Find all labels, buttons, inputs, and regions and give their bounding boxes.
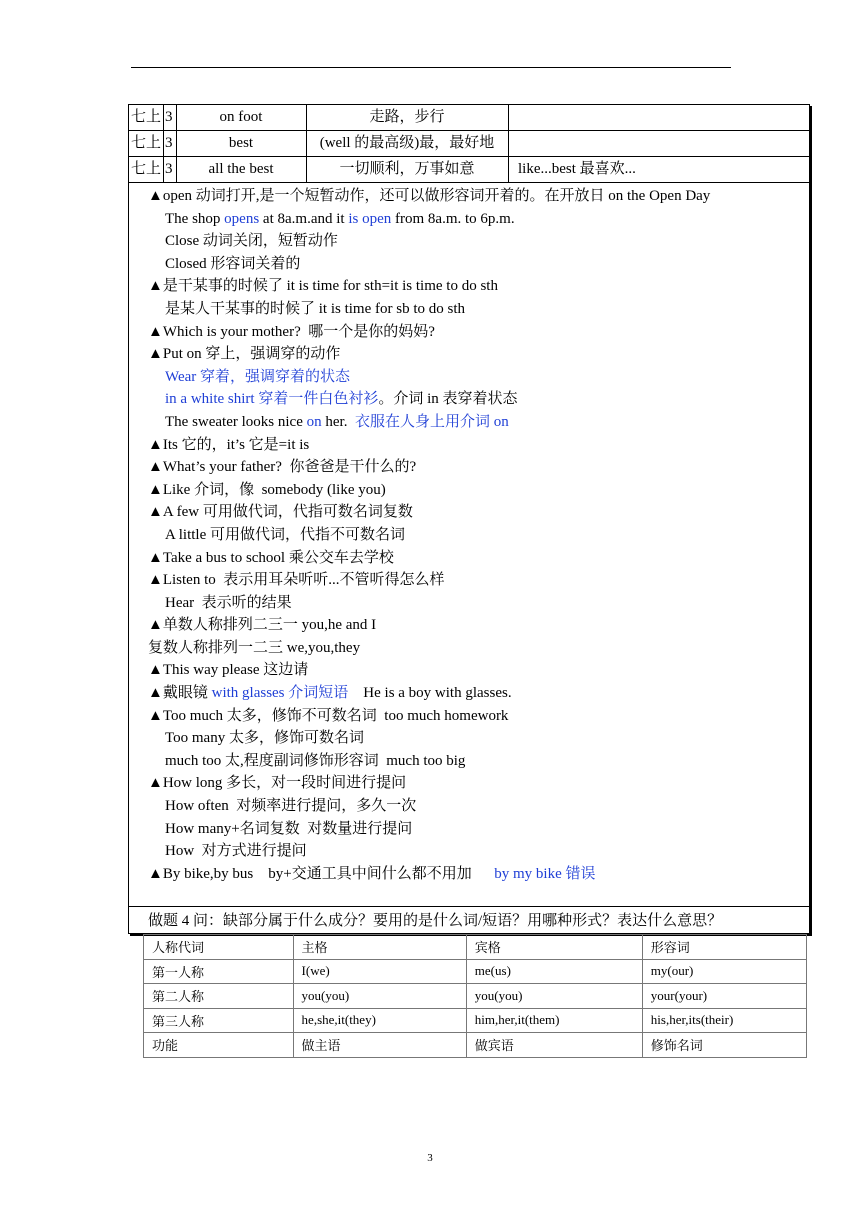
note-line: [148, 659, 808, 682]
note-text: 是某人干某事的时候了 it is time for sb to do sth: [165, 300, 466, 317]
column-divider: [163, 104, 164, 130]
header-rule: [131, 67, 731, 68]
column-divider: [508, 130, 509, 156]
pronoun-cell: 第三人称: [144, 1008, 294, 1033]
note-text: at 8a.m.and it: [259, 210, 349, 227]
pronoun-cell: 修饰名词: [642, 1033, 806, 1058]
vocab-note: like...best 最喜欢...: [518, 161, 636, 177]
note-text: The shop: [165, 210, 225, 227]
vocab-row: [128, 156, 810, 183]
note-highlight: in a white shirt 穿着一件白色衬衫: [165, 391, 379, 408]
pronoun-cell: I(we): [293, 959, 466, 984]
note-highlight: opens: [224, 210, 260, 227]
note-line: [148, 772, 808, 795]
vocab-word: on foot: [219, 109, 263, 125]
note-line: [148, 547, 808, 570]
note-text: ▲Put on 穿上，强调穿的动作: [148, 346, 341, 363]
note-line: [148, 366, 808, 389]
vocab-unit-label: 七上: [131, 161, 162, 177]
note-highlight: with glasses 介词短语: [211, 685, 349, 702]
note-highlight: is open: [348, 210, 392, 227]
note-line: [148, 569, 808, 592]
note-line: [148, 388, 808, 411]
note-text: ▲Like 介词，像 somebody (like you): [148, 481, 386, 498]
pronoun-cell: you(you): [293, 984, 466, 1009]
pronoun-cell: 形容词: [642, 935, 806, 960]
note-text: A little 可用做代词，代指不可数名词: [165, 526, 406, 543]
notes-section: [148, 185, 808, 885]
note-text: ▲This way please 这边请: [148, 662, 309, 679]
note-text: from 8a.m. to 6p.m.: [391, 210, 515, 227]
column-divider: [176, 130, 177, 156]
note-line: [148, 795, 808, 818]
pronoun-row: [144, 984, 807, 1009]
vocab-meaning: 一切顺利，万事如意: [339, 161, 475, 177]
pronoun-cell: 做主语: [293, 1033, 466, 1058]
pronoun-table: [143, 934, 807, 1058]
note-text: ▲Its 它的，it’s 它是=it is: [148, 436, 310, 453]
note-text: ▲By bike,by bus by+交通工具中间什么都不用加: [148, 865, 495, 882]
vocab-unit-label: 七上: [131, 109, 162, 125]
vocab-note: [510, 130, 814, 156]
pronoun-cell: 宾格: [466, 935, 642, 960]
vocab-row: [128, 104, 810, 131]
note-line: [148, 592, 808, 615]
note-line: [148, 637, 808, 660]
vocab-unit: [128, 156, 173, 182]
pronoun-cell: 功能: [144, 1033, 294, 1058]
note-text: her.: [321, 413, 355, 430]
note-line: [148, 818, 808, 841]
column-divider: [163, 156, 164, 182]
note-text: ▲是干某事的时候了 it is time for sth=it is time to do sth: [148, 278, 498, 295]
note-line: [148, 253, 808, 276]
note-line: [148, 863, 808, 886]
pronoun-cell: me(us): [466, 959, 642, 984]
note-text: Closed 形容词关着的: [165, 255, 301, 272]
vocab-row: [128, 130, 810, 157]
note-highlight: Wear 穿着，强调穿着的状态: [165, 368, 351, 385]
note-line: [148, 343, 808, 366]
note-line: [148, 456, 808, 479]
vocab-note: [510, 104, 814, 130]
note-line: [148, 524, 808, 547]
note-line: [148, 185, 808, 208]
vocab-unit-number: 3: [165, 135, 173, 151]
note-text: ▲Which is your mother? 哪一个是你的妈妈?: [148, 323, 435, 340]
column-divider: [306, 130, 307, 156]
pronoun-cell: my(our): [642, 959, 806, 984]
pronoun-row: [144, 935, 807, 960]
note-text: ▲Too much 太多，修饰不可数名词 too much homework: [148, 707, 509, 724]
column-divider: [176, 104, 177, 130]
column-divider: [176, 156, 177, 182]
note-line: [148, 705, 808, 728]
vocab-unit-label: 七上: [131, 135, 162, 151]
vocab-meaning: (well 的最高级)最，最好地: [319, 135, 495, 151]
pronoun-cell: 第二人称: [144, 984, 294, 1009]
pronoun-cell: you(you): [466, 984, 642, 1009]
pronoun-row: [144, 1008, 807, 1033]
note-line: [148, 321, 808, 344]
note-text: ▲Take a bus to school 乘公交车去学校: [148, 549, 394, 566]
note-text: much too 太,程度副词修饰形容词 much too big: [165, 752, 466, 769]
pronoun-cell: him,her,it(them): [466, 1008, 642, 1033]
column-divider: [306, 104, 307, 130]
note-highlight: on: [306, 413, 322, 430]
column-divider: [163, 130, 164, 156]
note-text: How 对方式进行提问: [165, 843, 307, 860]
vocab-unit-number: 3: [165, 161, 173, 177]
pronoun-cell: your(your): [642, 984, 806, 1009]
note-line: [148, 614, 808, 637]
note-line: [148, 230, 808, 253]
note-line: [148, 840, 808, 863]
note-text: The sweater looks nice: [165, 413, 307, 430]
note-line: [148, 411, 808, 434]
vocab-word: all the best: [208, 161, 274, 177]
note-text: ▲How long 多长，对一段时间进行提问: [148, 775, 407, 792]
column-divider: [508, 104, 509, 130]
vocab-word: best: [228, 135, 254, 151]
vocab-meaning: 走路，步行: [369, 109, 445, 125]
note-text: ▲What’s your father? 你爸爸是干什么的?: [148, 459, 417, 476]
note-line: [148, 750, 808, 773]
pronoun-cell: 第一人称: [144, 959, 294, 984]
note-line: [148, 208, 808, 231]
note-text: 。介词 in 表穿着状态: [378, 391, 518, 408]
vocab-unit: [128, 130, 173, 156]
note-text: How many+名词复数 对数量进行提问: [165, 820, 413, 837]
note-line: [148, 682, 808, 705]
note-line: [148, 298, 808, 321]
note-text: Hear 表示听的结果: [165, 594, 292, 611]
note-text: ▲戴眼镜: [148, 685, 212, 702]
note-line: [148, 275, 808, 298]
note-line: [148, 434, 808, 457]
column-divider: [508, 156, 509, 182]
note-line: [148, 727, 808, 750]
note-text: ▲Listen to 表示用耳朵听听...不管听得怎么样: [148, 572, 445, 589]
pronoun-cell: 主格: [293, 935, 466, 960]
note-text: Too many 太多，修饰可数名词: [165, 730, 364, 747]
page-number: 3: [427, 1152, 433, 1164]
note-highlight: 衣服在人身上用介词 on: [354, 413, 509, 430]
vocab-unit: [128, 104, 173, 130]
vocab-unit-number: 3: [165, 109, 173, 125]
pronoun-row: [144, 959, 807, 984]
note-text: He is a boy with glasses.: [348, 685, 512, 702]
note-highlight: by my bike 错误: [494, 865, 596, 882]
note-text: How often 对频率进行提问，多久一次: [165, 798, 417, 815]
note-text: ▲open 动词打开,是一个短暂动作，还可以做形容词开着的。在开放日 on the Open Day: [148, 188, 711, 204]
exam-tip: 做题 4 问：缺部分属于什么成分？要用的是什么词/短语？用哪种形式？表达什么意思？: [128, 906, 810, 932]
column-divider: [306, 156, 307, 182]
note-text: Close 动词关闭，短暂动作: [165, 233, 338, 250]
pronoun-cell: he,she,it(they): [293, 1008, 466, 1033]
pronoun-cell: his,her,its(their): [642, 1008, 806, 1033]
note-text: ▲单数人称排列二三一 you,he and I: [148, 617, 377, 634]
pronoun-cell: 做宾语: [466, 1033, 642, 1058]
note-line: [148, 479, 808, 502]
pronoun-row: [144, 1033, 807, 1058]
note-line: [148, 501, 808, 524]
note-text: 复数人称排列一二三 we,you,they: [148, 639, 361, 656]
pronoun-cell: 人称代词: [144, 935, 294, 960]
note-text: ▲A few 可用做代词，代指可数名词复数: [148, 504, 413, 521]
